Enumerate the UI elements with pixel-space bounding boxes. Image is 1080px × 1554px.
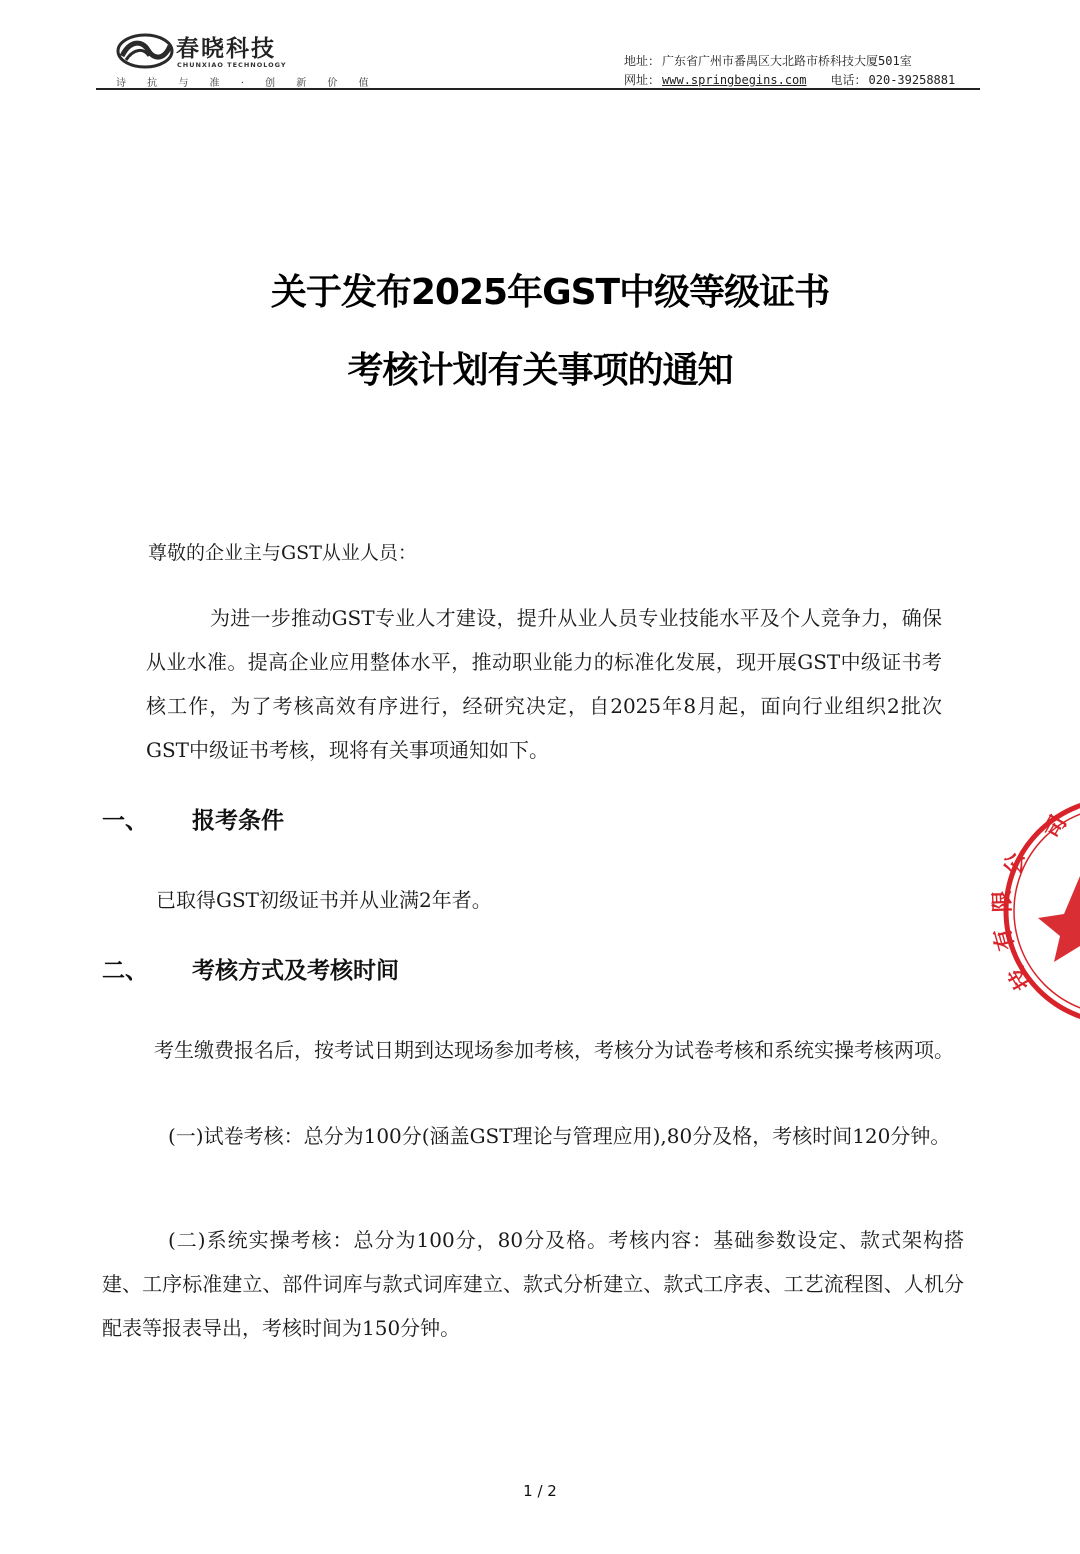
- system-exam-paragraph: (二)系统实操考核：总分为100分，80分及格。考核内容：基础参数设定、款式架构搭建、工序标准建立、部件词库与款式词库建立、款式分析建立、款式工序表、工艺流程图、人机分配表等报表导出，考核时间为150分钟。: [102, 1228, 964, 1340]
- section-heading-requirements: [102, 802, 284, 835]
- address-label: 地址：: [624, 54, 661, 68]
- brand-english-name: CHUNXIAO TECHNOLOGY: [177, 61, 287, 69]
- svg-text:公: 公: [1001, 851, 1030, 878]
- method-paragraph: 考生缴费报名后，按考试日期到达现场参加考核，考核分为试卷考核和系统实操考核两项。: [154, 1038, 954, 1062]
- svg-text:有: 有: [989, 925, 1020, 953]
- svg-text:司: 司: [1039, 811, 1073, 843]
- phone-value: 020-39258881: [868, 73, 956, 87]
- svg-text:限: 限: [990, 889, 1016, 913]
- section-number: 二、: [102, 958, 148, 984]
- document-title-line-1: 关于发布2025年GST中级等级证书: [270, 272, 830, 313]
- brand-name: 春晓科技: [176, 36, 276, 62]
- document-title-line-2: 考核计划有关事项的通知: [347, 350, 733, 391]
- phone-label: 电话：: [830, 73, 867, 87]
- company-logo-icon: [116, 32, 174, 70]
- section-title: 考核方式及考核时间: [192, 958, 399, 984]
- salutation: 尊敬的企业主与GST从业人员：: [148, 542, 417, 564]
- section-title: 报考条件: [192, 808, 284, 834]
- section-heading-method: [102, 952, 399, 985]
- page-number: 1 / 2: [523, 1482, 557, 1500]
- website-label: 网址：: [624, 73, 661, 87]
- brand-slogan: 诗 抗 与 准 · 创 新 价 值: [116, 78, 378, 89]
- company-seal-stamp-icon: [968, 796, 1080, 1026]
- intro-paragraph: 为进一步推动GST专业人才建设，提升从业人员专业技能水平及个人竞争力，确保从业水准。提高企业应用整体水平，推动职业能力的标准化发展，现开展GST中级证书考核工作，为了考核高效有序进行，经研究决定，自2025年8月起，面向行业组织2批次GST中级证书考核，现将有关事项通知如下。: [146, 606, 942, 762]
- letterhead: [0, 0, 1080, 100]
- website-link[interactable]: www.springbegins.com: [662, 73, 807, 87]
- letterhead-divider: [96, 88, 980, 90]
- written-exam-paragraph: (一)试卷考核：总分为100分(涵盖GST理论与管理应用),80分及格，考核时间120分钟。: [168, 1124, 951, 1148]
- address-value: 广东省广州市番禺区大北路市桥科技大厦501室: [662, 54, 912, 68]
- address-line: [624, 52, 955, 71]
- contact-info: [624, 52, 955, 90]
- section-number: 一、: [102, 808, 148, 834]
- requirements-text: 已取得GST初级证书并从业满2年者。: [156, 888, 492, 912]
- svg-text:技: 技: [1004, 961, 1038, 994]
